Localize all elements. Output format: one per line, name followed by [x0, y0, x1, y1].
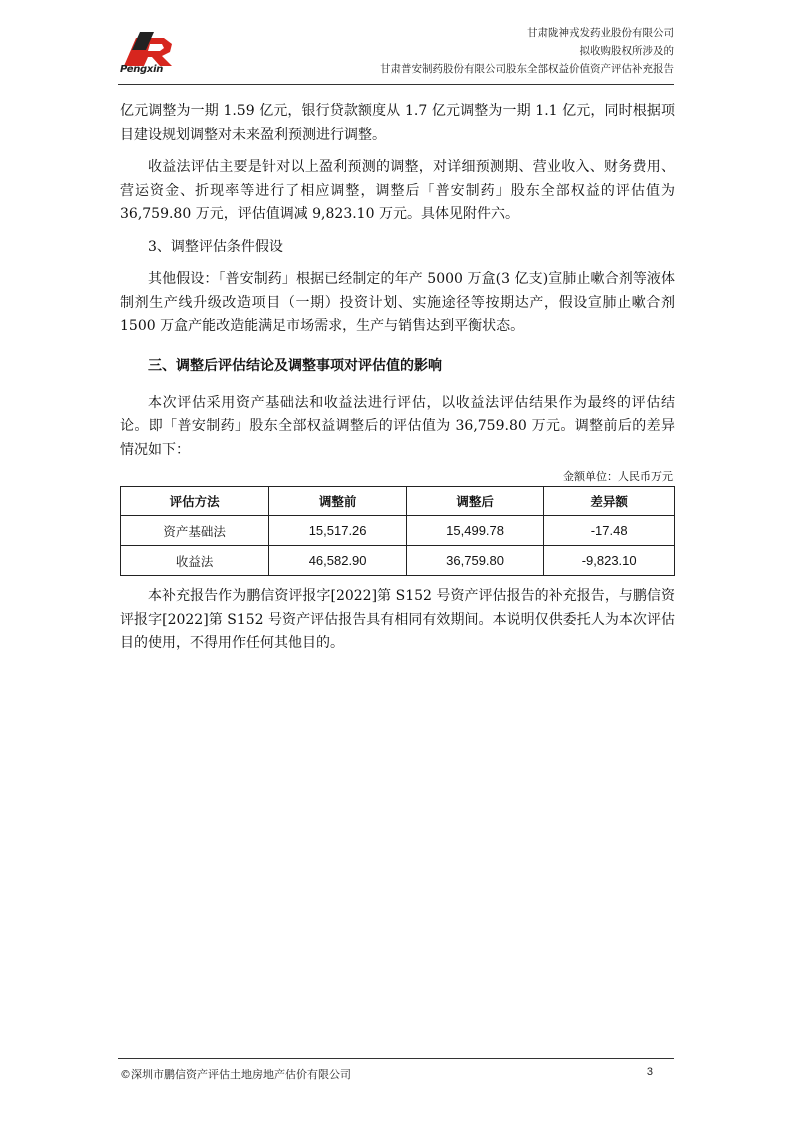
paragraph: 本补充报告作为鹏信资评报字[2022]第 S152 号资产评估报告的补充报告，与鹏信资评报字[2022]第 S152 号资产评估报告具有相同有效期间。本说明仅供委托人为本次评估目的使用，不得用作任何其他目的。 — [120, 588, 675, 651]
table-cell: 15,499.78 — [406, 516, 543, 546]
header-divider — [118, 84, 674, 85]
header-line: 拟收购股权所涉及的 — [579, 45, 674, 57]
header-title-block — [380, 24, 674, 78]
paragraph: 收益法评估主要是针对以上盈利预测的调整，对详细预测期、营业收入、财务费用、营运资金、折现率等进行了相应调整，调整后「普安制药」股东全部权益的评估值为 36,759.80 万元，评估值调减 9,823.10 万元。具体见附件六。 — [120, 159, 675, 222]
section-heading: 三、调整后评估结论及调整事项对评估值的影响 — [148, 357, 442, 374]
body-text — [120, 100, 675, 486]
paragraph: 其他假设：「普安制药」根据已经制定的年产 5000 万盒(3 亿支)宣肺止嗽合剂等液体制剂生产线升级改造项目（一期）投资计划、实施途径等按期达产，假设宣肺止嗽合剂 1500 万盒产能改造能满足市场需求，生产与销售达到平衡状态。 — [120, 271, 675, 334]
header-line: 甘肃普安制药股份有限公司股东全部权益价值资产评估补充报告 — [380, 63, 674, 75]
logo-text: Pengxin — [120, 64, 164, 75]
table-cell: 15,517.26 — [269, 516, 406, 546]
table-header: 评估方法 — [121, 487, 269, 516]
paragraph: 本次评估采用资产基础法和收益法进行评估，以收益法评估结果作为最终的评估结论。即「普安制药」股东全部权益调整后的评估值为 36,759.80 万元。调整前后的差异情况如下： — [120, 394, 675, 458]
page-number: 3 — [646, 1066, 653, 1078]
table-header-row — [121, 487, 675, 516]
page-header — [118, 24, 674, 84]
table-row — [121, 516, 675, 546]
table-cell: 资产基础法 — [121, 516, 269, 546]
table-cell: -9,823.10 — [544, 546, 675, 576]
table-cell: -17.48 — [544, 516, 675, 546]
unit-label: 金额单位：人民币万元 — [563, 470, 673, 483]
valuation-table — [120, 486, 675, 576]
table-header: 差异额 — [544, 487, 675, 516]
table-header: 调整前 — [269, 487, 406, 516]
table-cell: 收益法 — [121, 546, 269, 576]
table-header: 调整后 — [406, 487, 543, 516]
table-cell: 46,582.90 — [269, 546, 406, 576]
footer-copyright: ©深圳市鹏信资产评估土地房地产估价有限公司 — [120, 1068, 351, 1081]
table-cell: 36,759.80 — [406, 546, 543, 576]
paragraph: 亿元调整为一期 1.59 亿元，银行贷款额度从 1.7 亿元调整为一期 1.1 亿元，同时根据项目建设规划调整对未来盈利预测进行调整。 — [120, 103, 675, 143]
footer-divider — [118, 1058, 674, 1059]
table-row — [121, 546, 675, 576]
subheading: 3、调整评估条件假设 — [148, 238, 283, 255]
closing-text — [120, 585, 675, 656]
header-line: 甘肃陇神戎发药业股份有限公司 — [527, 27, 674, 39]
